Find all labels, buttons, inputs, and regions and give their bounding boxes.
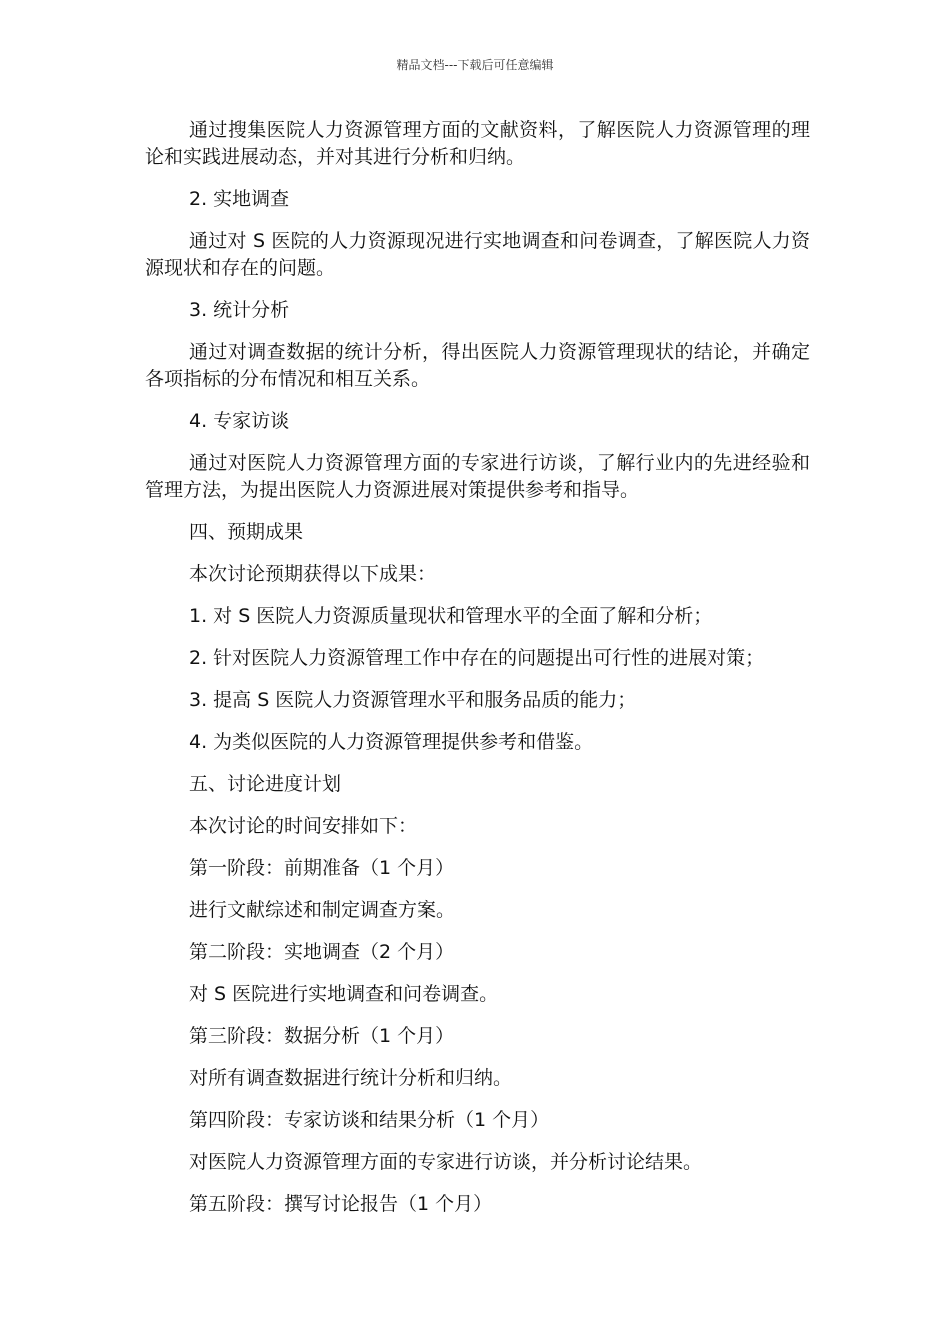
outcome-item: 1. 对 S 医院人力资源质量现状和管理水平的全面了解和分析； (189, 605, 713, 627)
paragraph-literature-review: 通过搜集医院人力资源管理方面的文献资料，了解医院人力资源管理的理论和实践进展动态，并对其进行分析和归纳。 (145, 119, 810, 168)
paragraph-field-survey: 通过对 S 医院的人力资源现况进行实地调查和问卷调查，了解医院人力资源现状和存在的问题。 (145, 230, 810, 279)
outcome-item: 2. 针对医院人力资源管理工作中存在的问题提出可行性的进展对策； (189, 647, 765, 669)
paragraph-statistical-analysis: 通过对调查数据的统计分析，得出医院人力资源管理现状的结论，并确定各项指标的分布情况和相互关系。 (145, 341, 810, 390)
document-body (145, 117, 810, 1233)
header-note: 精品文档---下载后可任意编辑 (396, 58, 554, 72)
schedule-stage-title: 第一阶段：前期准备（1 个月） (189, 857, 455, 879)
schedule-stage-description: 对医院人力资源管理方面的专家进行访谈，并分析讨论结果。 (189, 1151, 703, 1173)
section-title-expected-results: 四、预期成果 (189, 521, 304, 543)
section-title-schedule: 五、讨论进度计划 (189, 773, 342, 795)
heading-field-survey: 2. 实地调查 (189, 188, 290, 210)
heading-statistical-analysis: 3. 统计分析 (189, 299, 290, 321)
schedule-stage-description: 进行文献综述和制定调查方案。 (189, 899, 456, 921)
schedule-stage-title: 第二阶段：实地调查（2 个月） (189, 941, 455, 963)
schedule-stage-description: 对 S 医院进行实地调查和问卷调查。 (189, 983, 499, 1005)
paragraph-expert-interview: 通过对医院人力资源管理方面的专家进行访谈，了解行业内的先进经验和管理方法，为提出医院人力资源进展对策提供参考和指导。 (145, 452, 810, 501)
outcome-item: 4. 为类似医院的人力资源管理提供参考和借鉴。 (189, 731, 594, 753)
outcome-item: 3. 提高 S 医院人力资源管理水平和服务品质的能力； (189, 689, 637, 711)
section-intro-schedule: 本次讨论的时间安排如下： (189, 815, 418, 837)
schedule-stage-title: 第四阶段：专家访谈和结果分析（1 个月） (189, 1109, 550, 1131)
schedule-stage-title: 第三阶段：数据分析（1 个月） (189, 1025, 455, 1047)
schedule-stage-description: 对所有调查数据进行统计分析和归纳。 (189, 1067, 513, 1089)
schedule-stage-title: 第五阶段：撰写讨论报告（1 个月） (189, 1193, 493, 1215)
heading-expert-interview: 4. 专家访谈 (189, 410, 290, 432)
section-intro-expected-results: 本次讨论预期获得以下成果： (189, 563, 437, 585)
